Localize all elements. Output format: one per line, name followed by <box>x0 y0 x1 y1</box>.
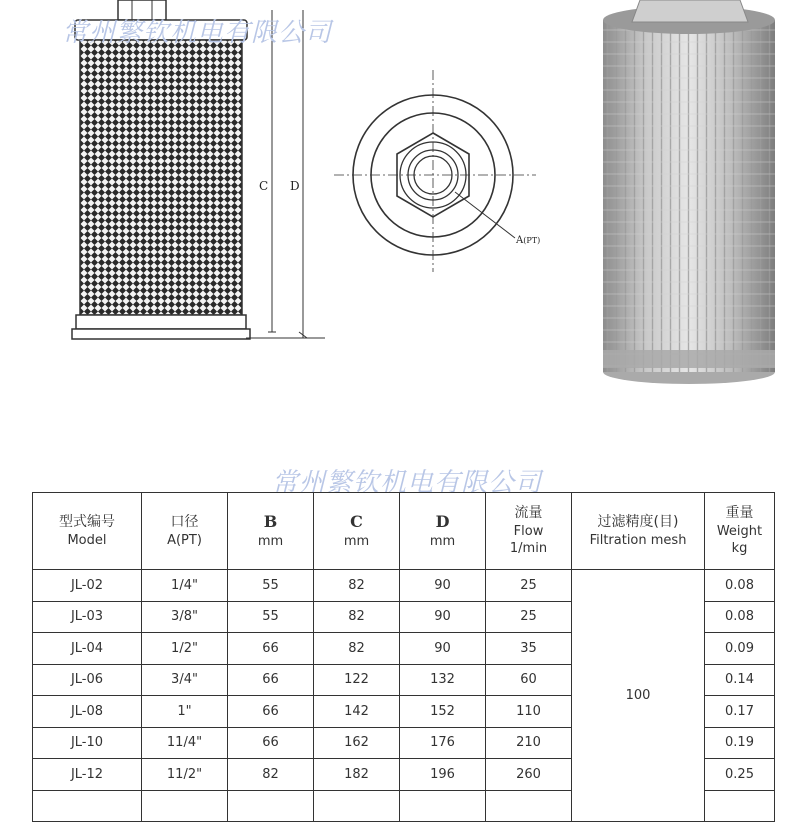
thread-a-label: A(PT) <box>516 235 541 246</box>
cell-weight: 0.08 <box>705 601 775 633</box>
cell-c: 82 <box>314 633 400 665</box>
header-b: B mm <box>228 493 314 570</box>
dimension-d-label: D <box>290 179 300 193</box>
filter-top-view <box>334 70 536 272</box>
cell-c: 82 <box>314 601 400 633</box>
cell-a: 1/4" <box>142 570 228 602</box>
header-filtration: 过滤精度(目) Filtration mesh <box>572 493 705 570</box>
header-flow: 流量 Flow 1/min <box>486 493 572 570</box>
table-header-row <box>33 493 775 570</box>
cell-flow: 25 <box>486 601 572 633</box>
cell-b: 66 <box>228 696 314 728</box>
cell-flow: 25 <box>486 570 572 602</box>
cell-d: 176 <box>400 727 486 759</box>
cell-weight: 0.17 <box>705 696 775 728</box>
cell-c: 182 <box>314 759 400 791</box>
header-c: C mm <box>314 493 400 570</box>
cell-weight: 0.25 <box>705 759 775 791</box>
cell-flow: 60 <box>486 664 572 696</box>
cell-c: 122 <box>314 664 400 696</box>
cell-d: 132 <box>400 664 486 696</box>
cell-flow: 210 <box>486 727 572 759</box>
cell-d: 90 <box>400 570 486 602</box>
cell-model: JL-10 <box>33 727 142 759</box>
header-model: 型式编号 Model <box>33 493 142 570</box>
cell-weight: 0.14 <box>705 664 775 696</box>
cell-filtration-mesh: 100 <box>572 570 705 822</box>
cell-model: JL-12 <box>33 759 142 791</box>
cell-d: 90 <box>400 633 486 665</box>
cell-d: 196 <box>400 759 486 791</box>
cell-flow: 110 <box>486 696 572 728</box>
cell-weight: 0.09 <box>705 633 775 665</box>
table-row <box>33 570 775 602</box>
cell-b: 82 <box>228 759 314 791</box>
filter-photo <box>588 0 788 390</box>
dimension-c-label: C <box>259 179 269 193</box>
cell-model: JL-03 <box>33 601 142 633</box>
cell-model: JL-02 <box>33 570 142 602</box>
cell-d: 152 <box>400 696 486 728</box>
cell-a: 3/8" <box>142 601 228 633</box>
header-d: D mm <box>400 493 486 570</box>
cell-c: 82 <box>314 570 400 602</box>
cell-model: JL-08 <box>33 696 142 728</box>
header-port-size: 口径 A(PT) <box>142 493 228 570</box>
cell-c: 142 <box>314 696 400 728</box>
cell-c: 162 <box>314 727 400 759</box>
cell-weight: 0.08 <box>705 570 775 602</box>
dimension-lines <box>246 10 325 338</box>
company-watermark-table: 常州繁钦机电有限公司 <box>272 468 543 498</box>
cell-a: 11/4" <box>142 727 228 759</box>
cell-weight: 0.19 <box>705 727 775 759</box>
cell-a: 1/2" <box>142 633 228 665</box>
cell-model: JL-04 <box>33 633 142 665</box>
cell-flow: 35 <box>486 633 572 665</box>
cell-b: 55 <box>228 601 314 633</box>
cell-b: 66 <box>228 664 314 696</box>
header-weight: 重量 Weight kg <box>705 493 775 570</box>
cell-model: JL-06 <box>33 664 142 696</box>
cell-a: 3/4" <box>142 664 228 696</box>
cell-b: 66 <box>228 727 314 759</box>
cell-a: 11/2" <box>142 759 228 791</box>
cell-b: 66 <box>228 633 314 665</box>
cell-flow: 260 <box>486 759 572 791</box>
cell-b: 55 <box>228 570 314 602</box>
specification-table <box>32 492 775 822</box>
cell-d: 90 <box>400 601 486 633</box>
cell-a: 1" <box>142 696 228 728</box>
company-watermark: 常州繁钦机电有限公司 <box>62 18 333 48</box>
filter-side-view <box>72 0 250 339</box>
